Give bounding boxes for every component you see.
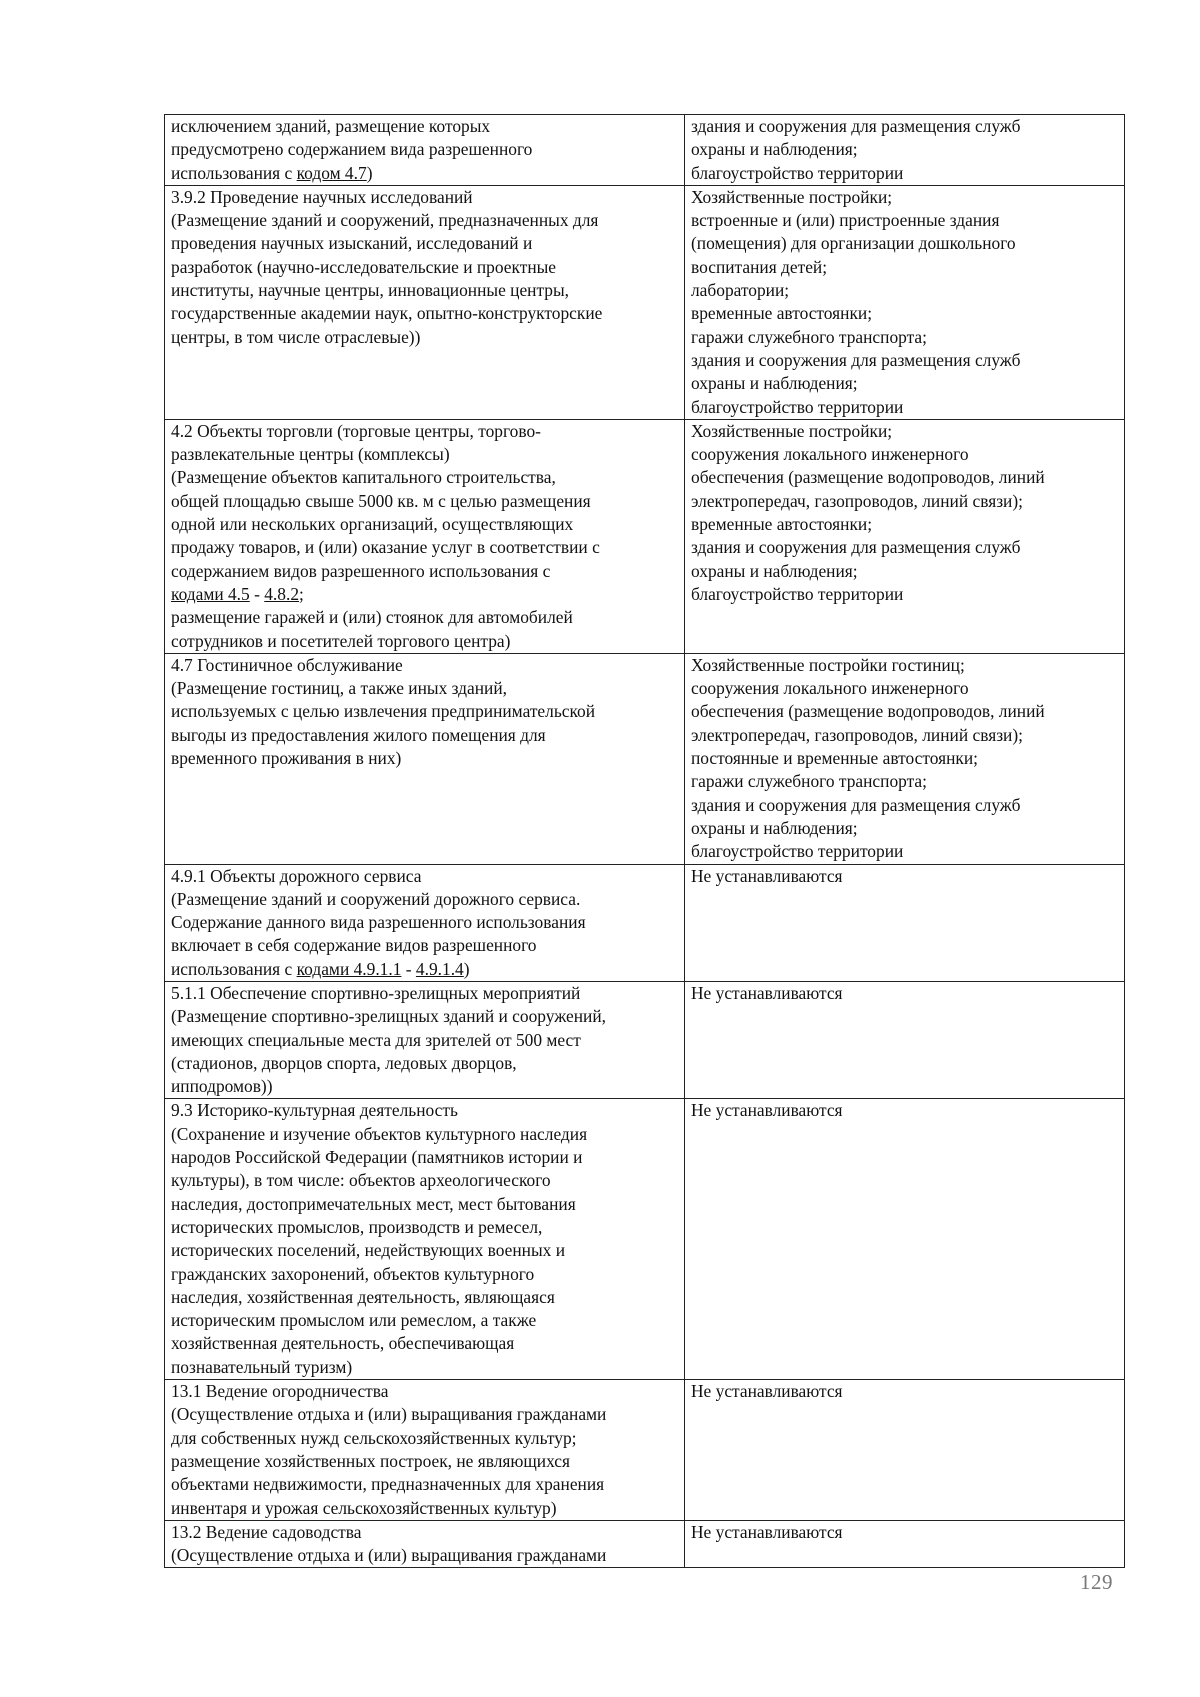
land-use-type-line bbox=[171, 1544, 678, 1567]
auxiliary-use-line: благоустройство территории bbox=[691, 583, 904, 604]
land-use-type-line bbox=[171, 1052, 678, 1075]
auxiliary-use-line: сооружения локального инженерного bbox=[691, 444, 969, 465]
auxiliary-use-line: сооружения локального инженерного bbox=[691, 678, 969, 699]
text-segment: исключением зданий, размещение которых bbox=[171, 116, 491, 136]
land-use-type-line bbox=[171, 1029, 678, 1052]
text-segment: имеющих специальные места для зрителей от 500 мест bbox=[171, 1029, 581, 1050]
text-segment: познавательный туризм) bbox=[171, 1356, 353, 1377]
text-segment: исторических поселений, недействующих военных и bbox=[171, 1240, 566, 1261]
auxiliary-use-line: благоустройство территории bbox=[691, 162, 904, 183]
text-segment: размещение хозяйственных построек, не являющихся bbox=[171, 1450, 571, 1471]
table-row bbox=[165, 1099, 1125, 1380]
auxiliary-use-line: Хозяйственные постройки; bbox=[691, 186, 893, 207]
text-segment: (Сохранение и изучение объектов культурного наследия bbox=[171, 1123, 588, 1144]
table-row bbox=[165, 864, 1125, 981]
auxiliary-use-line: охраны и наблюдения; bbox=[691, 560, 858, 581]
land-use-type-line bbox=[171, 982, 678, 1005]
text-segment: временного проживания в них) bbox=[171, 748, 402, 769]
land-use-type-line bbox=[171, 466, 678, 489]
auxiliary-use-line: электропередач, газопроводов, линий связи); bbox=[691, 490, 1023, 511]
auxiliary-use-line: здания и сооружения для размещения служб bbox=[691, 537, 1021, 558]
auxiliary-use-line: обеспечения (размещение водопроводов, линий bbox=[691, 701, 1045, 722]
land-use-type-line bbox=[171, 1123, 678, 1146]
auxiliary-uses-cell bbox=[685, 419, 1125, 653]
text-segment: - bbox=[401, 958, 416, 979]
auxiliary-use-line: Хозяйственные постройки гостиниц; bbox=[691, 654, 965, 675]
land-use-type-line bbox=[171, 1356, 678, 1379]
land-use-type-line bbox=[171, 1075, 678, 1098]
land-use-type-line bbox=[171, 513, 678, 536]
code-reference-link[interactable]: кодами 4.9.1.1 bbox=[296, 958, 402, 979]
land-use-type-line bbox=[171, 1380, 678, 1403]
auxiliary-uses-cell bbox=[685, 981, 1125, 1098]
land-use-type-line bbox=[171, 630, 678, 653]
table-row bbox=[165, 419, 1125, 653]
text-segment: (Размещение гостиниц, а также иных зданий, bbox=[171, 678, 508, 699]
text-segment: (Размещение зданий и сооружений, предназначенных для bbox=[171, 210, 599, 231]
text-segment: (Размещение зданий и сооружений дорожного сервиса. bbox=[171, 888, 581, 909]
land-use-type-cell bbox=[165, 864, 685, 981]
text-segment: 4.9.1 Объекты дорожного сервиса bbox=[171, 865, 422, 886]
land-use-type-line bbox=[171, 1521, 678, 1544]
auxiliary-use-line: охраны и наблюдения; bbox=[691, 139, 858, 160]
land-use-type-line bbox=[171, 138, 678, 161]
land-use-type-cell bbox=[165, 115, 685, 186]
code-reference-link[interactable]: 4.8.2 bbox=[264, 583, 300, 604]
land-use-type-line bbox=[171, 1497, 678, 1520]
auxiliary-use-line: временные автостоянки; bbox=[691, 303, 873, 324]
auxiliary-use-line: Не устанавливаются bbox=[691, 1100, 843, 1121]
land-use-type-cell bbox=[165, 185, 685, 419]
land-use-table bbox=[164, 114, 1125, 1568]
text-segment: для собственных нужд сельскохозяйственных культур; bbox=[171, 1427, 577, 1448]
auxiliary-use-line: временные автостоянки; bbox=[691, 514, 873, 535]
text-segment: ; bbox=[299, 583, 304, 604]
text-segment: общей площадью свыше 5000 кв. м с целью размещения bbox=[171, 490, 591, 511]
land-use-type-line bbox=[171, 654, 678, 677]
text-segment: 5.1.1 Обеспечение спортивно-зрелищных мероприятий bbox=[171, 982, 581, 1003]
text-segment: наследия, хозяйственная деятельность, являющаяся bbox=[171, 1286, 555, 1307]
land-use-type-line bbox=[171, 326, 678, 349]
land-use-type-line bbox=[171, 209, 678, 232]
page-number: 129 bbox=[1080, 1570, 1113, 1594]
text-segment: выгоды из предоставления жилого помещения для bbox=[171, 724, 546, 745]
land-use-type-cell bbox=[165, 653, 685, 864]
auxiliary-use-line: здания и сооружения для размещения служб bbox=[691, 116, 1021, 136]
text-segment: народов Российской Федерации (памятников истории и bbox=[171, 1147, 583, 1168]
auxiliary-use-line: встроенные и (или) пристроенные здания bbox=[691, 210, 1000, 231]
land-use-type-line bbox=[171, 865, 678, 888]
auxiliary-uses-cell bbox=[685, 185, 1125, 419]
land-use-type-line bbox=[171, 1263, 678, 1286]
text-segment: исторических промыслов, производств и ремесел, bbox=[171, 1216, 543, 1237]
land-use-type-line bbox=[171, 700, 678, 723]
text-segment: использования с bbox=[171, 958, 297, 979]
auxiliary-use-line: благоустройство территории bbox=[691, 841, 904, 862]
land-use-type-line bbox=[171, 1193, 678, 1216]
text-segment: ) bbox=[366, 162, 373, 183]
auxiliary-use-line: здания и сооружения для размещения служб bbox=[691, 794, 1021, 815]
auxiliary-use-line: охраны и наблюдения; bbox=[691, 373, 858, 394]
text-segment: историческим промыслом или ремеслом, а также bbox=[171, 1310, 537, 1331]
land-use-type-line bbox=[171, 911, 678, 934]
auxiliary-use-line: (помещения) для организации дошкольного bbox=[691, 233, 1016, 254]
land-use-type-line bbox=[171, 747, 678, 770]
text-segment: размещение гаражей и (или) стоянок для автомобилей bbox=[171, 607, 573, 628]
land-use-type-line bbox=[171, 1332, 678, 1355]
table-row bbox=[165, 1380, 1125, 1521]
land-use-type-line bbox=[171, 1005, 678, 1028]
text-segment: Содержание данного вида разрешенного использования bbox=[171, 912, 586, 933]
auxiliary-use-line: воспитания детей; bbox=[691, 256, 828, 277]
land-use-type-line bbox=[171, 1286, 678, 1309]
land-use-type-line bbox=[171, 536, 678, 559]
land-use-type-line bbox=[171, 677, 678, 700]
auxiliary-use-line: лаборатории; bbox=[691, 280, 790, 301]
text-segment: гражданских захоронений, объектов культурного bbox=[171, 1263, 535, 1284]
auxiliary-use-line: Не устанавливаются bbox=[691, 865, 843, 886]
text-segment: хозяйственная деятельность, обеспечивающая bbox=[171, 1333, 515, 1354]
table-row bbox=[165, 185, 1125, 419]
text-segment: проведения научных изысканий, исследований и bbox=[171, 233, 533, 254]
land-use-type-cell bbox=[165, 419, 685, 653]
land-use-type-line bbox=[171, 934, 678, 957]
auxiliary-use-line: гаражи служебного транспорта; bbox=[691, 326, 927, 347]
land-use-type-line bbox=[171, 1216, 678, 1239]
text-segment: (стадионов, дворцов спорта, ледовых дворцов, bbox=[171, 1052, 517, 1073]
land-use-type-line bbox=[171, 958, 678, 981]
auxiliary-uses-cell bbox=[685, 1380, 1125, 1521]
auxiliary-use-line: благоустройство территории bbox=[691, 396, 904, 417]
land-use-type-line bbox=[171, 256, 678, 279]
text-segment: объектами недвижимости, предназначенных для хранения bbox=[171, 1474, 605, 1495]
land-use-type-line bbox=[171, 583, 678, 606]
text-segment: содержанием видов разрешенного использования с bbox=[171, 560, 551, 581]
auxiliary-use-line: Не устанавливаются bbox=[691, 1381, 843, 1402]
auxiliary-uses-cell bbox=[685, 864, 1125, 981]
auxiliary-uses-cell bbox=[685, 1520, 1125, 1568]
table-row bbox=[165, 981, 1125, 1098]
auxiliary-use-line: гаражи служебного транспорта; bbox=[691, 771, 927, 792]
text-segment: одной или нескольких организаций, осуществляющих bbox=[171, 514, 574, 535]
text-segment: включает в себя содержание видов разрешенного bbox=[171, 935, 537, 956]
code-reference-link[interactable]: 4.9.1.4 bbox=[415, 958, 464, 979]
land-use-type-line bbox=[171, 1309, 678, 1332]
text-segment: культуры), в том числе: объектов археологического bbox=[171, 1170, 551, 1191]
auxiliary-uses-cell bbox=[685, 115, 1125, 186]
land-use-table-body bbox=[165, 115, 1125, 1568]
text-segment: использования с bbox=[171, 162, 297, 183]
land-use-type-cell bbox=[165, 1520, 685, 1568]
text-segment: 3.9.2 Проведение научных исследований bbox=[171, 186, 473, 207]
text-segment: государственные академии наук, опытно-конструкторские bbox=[171, 303, 603, 324]
land-use-type-line bbox=[171, 1403, 678, 1426]
land-use-type-line bbox=[171, 1239, 678, 1262]
table-row bbox=[165, 1520, 1125, 1568]
land-use-type-line bbox=[171, 1169, 678, 1192]
text-segment: институты, научные центры, инновационные центры, bbox=[171, 280, 570, 301]
land-use-type-line bbox=[171, 420, 678, 443]
code-reference-link[interactable]: кодом 4.7 bbox=[296, 162, 367, 183]
text-segment: сотрудников и посетителей торгового центра) bbox=[171, 630, 511, 651]
text-segment: предусмотрено содержанием вида разрешенного bbox=[171, 139, 533, 160]
code-reference-link[interactable]: кодами 4.5 bbox=[171, 583, 250, 604]
land-use-type-cell bbox=[165, 1099, 685, 1380]
land-use-type-line bbox=[171, 115, 678, 138]
auxiliary-use-line: постоянные и временные автостоянки; bbox=[691, 748, 978, 769]
text-segment: продажу товаров, и (или) оказание услуг в соответствии с bbox=[171, 537, 600, 558]
table-row bbox=[165, 653, 1125, 864]
land-use-type-line bbox=[171, 490, 678, 513]
text-segment: инвентаря и урожая сельскохозяйственных культур) bbox=[171, 1497, 557, 1518]
text-segment: 4.7 Гостиничное обслуживание bbox=[171, 654, 403, 675]
land-use-type-line bbox=[171, 1427, 678, 1450]
text-segment: разработок (научно-исследовательские и проектные bbox=[171, 256, 557, 277]
auxiliary-uses-cell bbox=[685, 1099, 1125, 1380]
auxiliary-use-line: обеспечения (размещение водопроводов, линий bbox=[691, 467, 1045, 488]
table-row bbox=[165, 115, 1125, 186]
land-use-type-line bbox=[171, 1473, 678, 1496]
text-segment: центры, в том числе отраслевые)) bbox=[171, 326, 421, 347]
auxiliary-uses-cell bbox=[685, 653, 1125, 864]
text-segment: 9.3 Историко-культурная деятельность bbox=[171, 1100, 458, 1121]
text-segment: 13.2 Ведение садоводства bbox=[171, 1521, 362, 1542]
text-segment: (Осуществление отдыха и (или) выращивания гражданами bbox=[171, 1545, 607, 1566]
land-use-type-line bbox=[171, 279, 678, 302]
land-use-type-line bbox=[171, 1099, 678, 1122]
text-segment: ипподромов)) bbox=[171, 1076, 273, 1097]
land-use-type-line bbox=[171, 724, 678, 747]
auxiliary-use-line: здания и сооружения для размещения служб bbox=[691, 349, 1021, 370]
text-segment: (Осуществление отдыха и (или) выращивания гражданами bbox=[171, 1404, 607, 1425]
land-use-type-line bbox=[171, 302, 678, 325]
land-use-type-line bbox=[171, 560, 678, 583]
text-segment: наследия, достопримечательных мест, мест бытования bbox=[171, 1193, 576, 1214]
land-use-type-line bbox=[171, 162, 678, 185]
land-use-type-cell bbox=[165, 1380, 685, 1521]
auxiliary-use-line: Хозяйственные постройки; bbox=[691, 420, 893, 441]
text-segment: 13.1 Ведение огородничества bbox=[171, 1381, 389, 1402]
land-use-type-cell bbox=[165, 981, 685, 1098]
land-use-type-line bbox=[171, 1146, 678, 1169]
auxiliary-use-line: Не устанавливаются bbox=[691, 1521, 843, 1542]
land-use-type-line bbox=[171, 443, 678, 466]
text-segment: развлекательные центры (комплексы) bbox=[171, 444, 450, 465]
text-segment: - bbox=[249, 583, 265, 604]
auxiliary-use-line: охраны и наблюдения; bbox=[691, 817, 858, 838]
land-use-type-line bbox=[171, 186, 678, 209]
text-segment: ) bbox=[463, 958, 470, 979]
land-use-type-line bbox=[171, 1450, 678, 1473]
text-segment: (Размещение спортивно-зрелищных зданий и сооружений, bbox=[171, 1006, 606, 1027]
land-use-type-line bbox=[171, 232, 678, 255]
text-segment: (Размещение объектов капитального строительства, bbox=[171, 467, 556, 488]
land-use-type-line bbox=[171, 888, 678, 911]
text-segment: 4.2 Объекты торговли (торговые центры, торгово- bbox=[171, 420, 541, 441]
land-use-type-line bbox=[171, 606, 678, 629]
text-segment: используемых с целью извлечения предпринимательской bbox=[171, 701, 596, 722]
auxiliary-use-line: электропередач, газопроводов, линий связи); bbox=[691, 724, 1023, 745]
auxiliary-use-line: Не устанавливаются bbox=[691, 982, 843, 1003]
